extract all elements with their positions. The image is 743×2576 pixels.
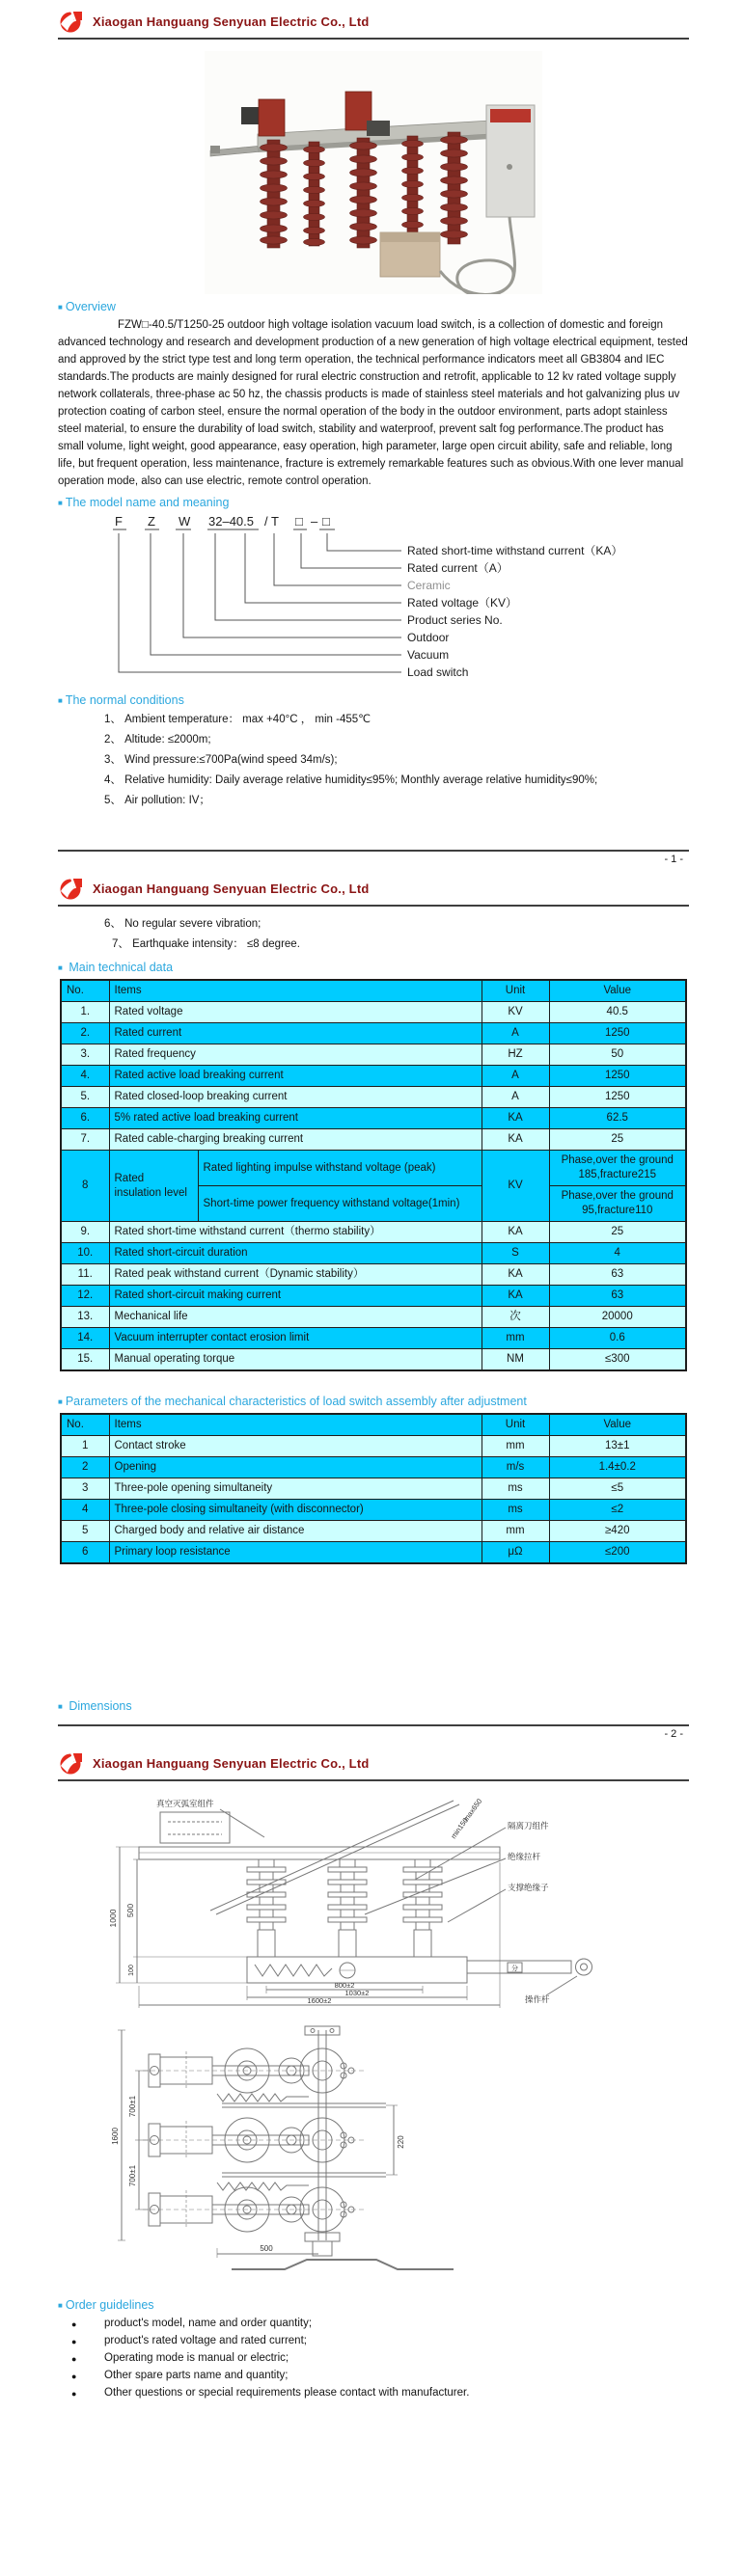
section-title-order: Order guidelines <box>65 2298 154 2312</box>
section-heading-conditions <box>58 693 689 707</box>
table-row <box>61 1222 686 1243</box>
table-row <box>61 1002 686 1023</box>
cell-item: Rated short-time withstand current（thermo stability） <box>109 1222 482 1243</box>
col-header-unit: Unit <box>482 1414 549 1436</box>
cell-value: ≤300 <box>549 1349 686 1371</box>
square-bullet-icon: ■ <box>58 302 63 312</box>
cell-unit: KA <box>482 1129 549 1151</box>
bullet-icon: ● <box>71 2319 77 2329</box>
section-title-conditions: The normal conditions <box>65 693 184 707</box>
cell-no: 3 <box>61 1478 109 1500</box>
cell-value: 40.5 <box>549 1002 686 1023</box>
dim-width-1600: 1600±2 <box>307 1996 332 2005</box>
table-row <box>61 1129 686 1151</box>
model-label: Rated voltage（KV） <box>407 596 518 610</box>
bullet-icon: ● <box>71 2337 77 2346</box>
cell-no: 1. <box>61 1002 109 1023</box>
cell-unit: S <box>482 1243 549 1264</box>
cell-unit: KV <box>482 1151 549 1222</box>
cell-unit: A <box>482 1023 549 1044</box>
drawing-switch-mark: 分 <box>511 1966 518 1972</box>
order-item-text: product's model, name and order quantity; <box>104 2318 313 2329</box>
cell-no: 2 <box>61 1457 109 1478</box>
table-row <box>61 1286 686 1307</box>
model-code-t: / T <box>264 514 279 529</box>
company-name: Xiaogan Hanguang Senyuan Electric Co., Ltd <box>93 1755 370 1771</box>
cell-value: 25 <box>549 1222 686 1243</box>
dim-height-1000: 1000 <box>108 1909 118 1928</box>
model-label: Load switch <box>407 665 469 679</box>
dim-mid-220: 220 <box>397 2135 405 2149</box>
cell-value: ≥420 <box>549 1521 686 1542</box>
table-header-row <box>61 1414 686 1436</box>
model-label: Outdoor <box>407 631 450 644</box>
condition-item: 6、 No regular severe vibration; <box>104 918 261 930</box>
cell-unit: KA <box>482 1108 549 1129</box>
dim-base-500: 500 <box>260 2244 273 2253</box>
table-row <box>61 1328 686 1349</box>
cell-unit: KA <box>482 1286 549 1307</box>
product-photo <box>205 51 542 294</box>
cell-no: 10. <box>61 1243 109 1264</box>
page-1-number: - 1 - <box>664 854 683 865</box>
cell-value: 1.4±0.2 <box>549 1457 686 1478</box>
cell-item: Mechanical life <box>109 1307 482 1328</box>
square-bullet-icon: ■ <box>58 498 63 507</box>
table-row <box>61 1521 686 1542</box>
cell-no: 1 <box>61 1436 109 1457</box>
cell-subitem: Short-time power frequency withstand voltage(1min) <box>198 1186 482 1222</box>
dim-pitch-bottom-700: 700±1 <box>128 2164 137 2187</box>
cell-value: 1250 <box>549 1087 686 1108</box>
drawing-label-vacuum-assembly: 真空灭弧室组件 <box>156 1799 214 1808</box>
company-logo-icon <box>60 10 84 33</box>
cell-value: 4 <box>549 1243 686 1264</box>
col-header-value: Value <box>549 980 686 1002</box>
cell-no: 7. <box>61 1129 109 1151</box>
model-label: Vacuum <box>407 648 450 662</box>
cell-unit: m/s <box>482 1457 549 1478</box>
col-header-no: No. <box>61 1414 109 1436</box>
section-title-main-data: Main technical data <box>69 961 174 974</box>
model-code-f: F <box>115 514 123 529</box>
col-header-items: Items <box>109 980 482 1002</box>
section-heading-dimensions <box>58 1699 689 1713</box>
order-guidelines-list <box>71 2318 689 2399</box>
model-label: Ceramic <box>407 579 451 592</box>
cell-unit: mm <box>482 1521 549 1542</box>
cell-item: Three-pole closing simultaneity (with disconnector) <box>109 1500 482 1521</box>
cell-item: 5% rated active load breaking current <box>109 1108 482 1129</box>
bullet-icon: ● <box>71 2389 77 2399</box>
table-row <box>61 1478 686 1500</box>
cell-value: 63 <box>549 1264 686 1286</box>
cell-subitem: Rated lighting impulse withstand voltage (peak) <box>198 1151 482 1186</box>
normal-conditions-list-continued <box>58 914 689 955</box>
dim-height-1600: 1600 <box>111 2128 120 2145</box>
cell-value: 63 <box>549 1286 686 1307</box>
cell-unit: KA <box>482 1222 549 1243</box>
order-item-text: Other spare parts name and quantity; <box>104 2370 289 2381</box>
table-row <box>61 1087 686 1108</box>
dim-height-500: 500 <box>125 1903 135 1918</box>
square-bullet-icon: ■ <box>58 1396 63 1406</box>
model-meaning-diagram <box>83 512 710 688</box>
section-heading-model <box>58 496 689 509</box>
table-row <box>61 1307 686 1328</box>
table-row <box>61 1066 686 1087</box>
cell-value: 50 <box>549 1044 686 1066</box>
table-row <box>61 1108 686 1129</box>
cell-value: 20000 <box>549 1307 686 1328</box>
cell-unit: mm <box>482 1436 549 1457</box>
square-bullet-icon: ■ <box>58 695 63 705</box>
cell-value: 62.5 <box>549 1108 686 1129</box>
cell-no: 15. <box>61 1349 109 1371</box>
table-row <box>61 1264 686 1286</box>
drawing-label-knife-assembly: 隔离刀组件 <box>508 1821 549 1830</box>
dim-rod-max: max650 <box>461 1797 484 1824</box>
table-row <box>61 1349 686 1371</box>
cell-no: 6 <box>61 1542 109 1564</box>
cell-item: Charged body and relative air distance <box>109 1521 482 1542</box>
cell-no: 6. <box>61 1108 109 1129</box>
col-header-value: Value <box>549 1414 686 1436</box>
dim-width-800: 800±2 <box>334 1981 355 1990</box>
cell-value: 25 <box>549 1129 686 1151</box>
table-row <box>61 1044 686 1066</box>
condition-item: 1、 Ambient temperature： max +40°C ， min -455℃ <box>104 714 372 725</box>
cell-item: Rated insulation level <box>109 1151 198 1222</box>
table-row <box>61 1436 686 1457</box>
model-code-box2: □ <box>322 514 330 529</box>
col-header-unit: Unit <box>482 980 549 1002</box>
cell-no: 5. <box>61 1087 109 1108</box>
dimension-drawing-front-view <box>75 1797 674 2011</box>
cell-item: Rated current <box>109 1023 482 1044</box>
cell-item: Rated cable-charging breaking current <box>109 1129 482 1151</box>
cell-item: Primary loop resistance <box>109 1542 482 1564</box>
order-item-text: Other questions or special requirements please contact with manufacturer. <box>104 2387 470 2399</box>
dim-height-100: 100 <box>128 1965 135 1976</box>
cell-item: Contact stroke <box>109 1436 482 1457</box>
model-code-box1: □ <box>295 514 303 529</box>
normal-conditions-list <box>58 710 689 811</box>
section-title-dimensions: Dimensions <box>69 1699 132 1713</box>
dim-width-1030: 1030±2 <box>344 1989 370 1997</box>
cell-value: 1250 <box>549 1023 686 1044</box>
cell-no: 5 <box>61 1521 109 1542</box>
list-item <box>71 2387 689 2399</box>
cell-item: Rated short-circuit making current <box>109 1286 482 1307</box>
table-row <box>61 1457 686 1478</box>
cell-item: Rated short-circuit duration <box>109 1243 482 1264</box>
cell-value: 1250 <box>549 1066 686 1087</box>
cell-unit: 次 <box>482 1307 549 1328</box>
table-row <box>61 1243 686 1264</box>
cell-unit: ms <box>482 1500 549 1521</box>
cell-no: 3. <box>61 1044 109 1066</box>
cell-unit: KV <box>482 1002 549 1023</box>
page-header <box>58 867 689 907</box>
list-item <box>71 2370 689 2381</box>
cell-no: 11. <box>61 1264 109 1286</box>
cell-item: Rated closed-loop breaking current <box>109 1087 482 1108</box>
table-row <box>61 1023 686 1044</box>
page-2-number: - 2 - <box>664 1728 683 1740</box>
model-label: Product series No. <box>407 613 503 627</box>
section-title-model: The model name and meaning <box>65 496 230 509</box>
cell-no: 13. <box>61 1307 109 1328</box>
cell-unit: ms <box>482 1478 549 1500</box>
dimension-drawing-side-view <box>87 2017 589 2275</box>
model-code-z: Z <box>148 514 155 529</box>
cell-value: Phase,over the ground 95,fracture110 <box>549 1186 686 1222</box>
cell-value: ≤200 <box>549 1542 686 1564</box>
list-item <box>71 2335 689 2346</box>
bullet-icon: ● <box>71 2354 77 2364</box>
main-technical-data-table <box>60 979 687 1371</box>
cell-item: Rated voltage <box>109 1002 482 1023</box>
cell-unit: HZ <box>482 1044 549 1066</box>
drawing-label-insulating-rod: 绝缘拉杆 <box>508 1852 541 1861</box>
bullet-icon: ● <box>71 2372 77 2381</box>
drawing-label-support-insulator: 支撑绝缘子 <box>508 1883 549 1892</box>
dim-pitch-top-700: 700±1 <box>128 2095 137 2118</box>
cell-no: 4. <box>61 1066 109 1087</box>
condition-item: 5、 Air pollution: IV； <box>104 795 210 806</box>
condition-item: 3、 Wind pressure:≤700Pa(wind speed 34m/s); <box>104 754 338 766</box>
cell-item: Manual operating torque <box>109 1349 482 1371</box>
section-heading-overview <box>58 300 689 313</box>
model-code-num: 32–40.5 <box>208 514 254 529</box>
table-row-insulation-1 <box>61 1151 686 1186</box>
cell-no: 8 <box>61 1151 109 1222</box>
section-heading-parameters <box>58 1395 689 1408</box>
table-row <box>61 1500 686 1521</box>
order-item-text: Operating mode is manual or electric; <box>104 2352 289 2364</box>
condition-item: 2、 Altitude: ≤2000m; <box>104 734 211 746</box>
section-title-parameters: Parameters of the mechanical characteristics of load switch assembly after adjustment <box>65 1395 527 1408</box>
drawing-label-operating-lever: 操作杆 <box>525 1994 550 2004</box>
cell-value: 0.6 <box>549 1328 686 1349</box>
section-title-overview: Overview <box>65 300 116 313</box>
company-name: Xiaogan Hanguang Senyuan Electric Co., Ltd <box>93 881 370 896</box>
table-header-row <box>61 980 686 1002</box>
cell-item: Three-pole opening simultaneity <box>109 1478 482 1500</box>
list-item <box>71 2318 689 2329</box>
square-bullet-icon: ■ <box>58 1701 63 1711</box>
cell-item: Rated peak withstand current（Dynamic stability） <box>109 1264 482 1286</box>
cell-value: 13±1 <box>549 1436 686 1457</box>
dim-rod-min: min150 <box>449 1815 471 1841</box>
cell-unit: μΩ <box>482 1542 549 1564</box>
model-label: Rated current（A） <box>407 561 509 575</box>
mechanical-parameters-table <box>60 1413 687 1564</box>
company-logo-icon <box>60 1751 84 1775</box>
condition-item: 7、 Earthquake intensity： ≤8 degree. <box>112 938 300 950</box>
cell-no: 9. <box>61 1222 109 1243</box>
list-item <box>71 2352 689 2364</box>
condition-item: 4、 Relative humidity: Daily average relative humidity≤95%; Monthly average relative humidity≤90%; <box>104 774 598 786</box>
square-bullet-icon: ■ <box>58 2300 63 2310</box>
cell-unit: A <box>482 1087 549 1108</box>
page-header <box>58 1742 689 1781</box>
cell-item: Vacuum interrupter contact erosion limit <box>109 1328 482 1349</box>
table-row <box>61 1542 686 1564</box>
cell-item: Opening <box>109 1457 482 1478</box>
cell-item: Rated active load breaking current <box>109 1066 482 1087</box>
cell-value: Phase,over the ground 185,fracture215 <box>549 1151 686 1186</box>
cell-unit: mm <box>482 1328 549 1349</box>
model-code-w: W <box>179 514 191 529</box>
cell-value: ≤5 <box>549 1478 686 1500</box>
company-name: Xiaogan Hanguang Senyuan Electric Co., Ltd <box>93 14 370 29</box>
square-bullet-icon: ■ <box>58 963 63 972</box>
model-label: Rated short-time withstand current（KA） <box>407 544 623 557</box>
page-header <box>58 0 689 40</box>
order-item-text: product's rated voltage and rated current; <box>104 2335 307 2346</box>
cell-no: 14. <box>61 1328 109 1349</box>
cell-unit: A <box>482 1066 549 1087</box>
cell-unit: NM <box>482 1349 549 1371</box>
section-heading-main-data <box>58 961 689 974</box>
cell-unit: KA <box>482 1264 549 1286</box>
col-header-items: Items <box>109 1414 482 1436</box>
section-heading-order <box>58 2298 689 2312</box>
col-header-no: No. <box>61 980 109 1002</box>
cell-no: 2. <box>61 1023 109 1044</box>
overview-paragraph: FZW□-40.5/T1250-25 outdoor high voltage isolation vacuum load switch, is a collection of domestic and foreign advanced technology and research and development production of a new generation of high voltage electrical equipment, tested and approved by the strict type test and long term operation, the technical performance indicators meet all GB3804 and IEC standards.The products are mainly designed for rural electric construction and retrofit, applicable to 12 kv rated voltage supply network collaterals, three-phase ac 50 hz, the chassis products is made of stainless steel materials and hot galvanizing plus uv protection coating of carbon steel, ensure the normal operation of the body in the outdoor environment, parts adopt stainless steel material, to ensure the durability of load switch, stability and waterproof, prevent salt fog performance.The product has small volume, light weight, good appearance, easy operation, high parameter, large open circuit ability, safe and reliable, long life, but frequent operation, less maintenance, fracture is extremely remarkable features such as obvious.With one lever manual operation mode, also can use electric, remote control operation. <box>58 319 688 487</box>
cell-value: ≤2 <box>549 1500 686 1521</box>
cell-item: Rated frequency <box>109 1044 482 1066</box>
company-logo-icon <box>60 877 84 900</box>
cell-no: 4 <box>61 1500 109 1521</box>
cell-no: 12. <box>61 1286 109 1307</box>
model-code-dash: – <box>311 514 318 529</box>
